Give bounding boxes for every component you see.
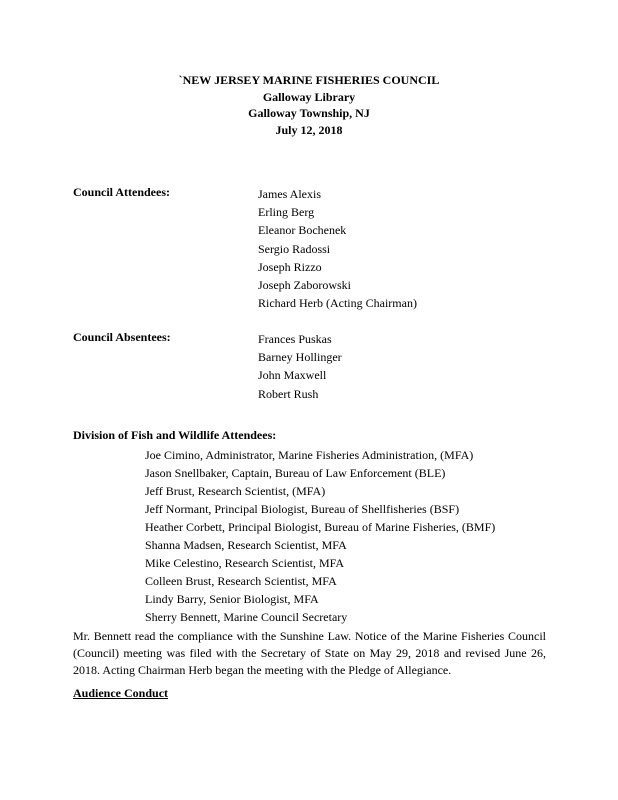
list-item: Barney Hollinger	[258, 350, 342, 365]
list-item: Jason Snellbaker, Captain, Bureau of Law Enforcement (BLE)	[145, 466, 446, 480]
list-item: Sergio Radossi	[258, 241, 331, 256]
list-item: Heather Corbett, Principal Biologist, Bureau of Marine Fisheries, (BMF)	[145, 520, 496, 534]
paragraph-line: 2018. Acting Chairman Herb began the meeting with the Pledge of Allegiance.	[73, 663, 452, 677]
list-item: Jeff Normant, Principal Biologist, Bureau of Shellfisheries (BSF)	[145, 502, 460, 516]
list-item: James Alexis	[258, 187, 321, 201]
division-attendees-list	[145, 446, 495, 626]
list-item: Frances Puskas	[258, 332, 332, 346]
list-item: Joseph Zaborowski	[258, 278, 351, 293]
header-title: `NEW JERSEY MARINE FISHERIES COUNCIL	[178, 73, 440, 87]
council-absentees-label: Council Absentees:	[73, 330, 171, 344]
list-item: Robert Rush	[258, 386, 319, 401]
council-absentees-list	[258, 330, 342, 403]
division-attendees-label: Division of Fish and Wildlife Attendees:	[73, 428, 277, 442]
audience-conduct-heading: Audience Conduct	[73, 686, 169, 700]
header-date: July 12, 2018	[275, 122, 343, 137]
list-item: Erling Berg	[258, 205, 315, 220]
header-location: Galloway Library	[262, 89, 356, 104]
sunshine-law-paragraph	[73, 628, 546, 679]
paragraph-line: Mr. Bennett read the compliance with the Sunshine Law. Notice of the Marine Fisheries Council	[73, 629, 546, 643]
list-item: Lindy Barry, Senior Biologist, MFA	[145, 592, 319, 606]
list-item: Richard Herb (Acting Chairman)	[258, 296, 417, 311]
list-item: Mike Celestino, Research Scientist, MFA	[145, 556, 345, 570]
list-item: Sherry Bennett, Marine Council Secretary	[145, 610, 348, 624]
list-item: Joe Cimino, Administrator, Marine Fisheries Administration, (MFA)	[145, 448, 474, 462]
list-item: Eleanor Bochenek	[258, 223, 347, 238]
list-item: Joseph Rizzo	[258, 259, 322, 274]
paragraph-line: (Council) meeting was filed with the Secretary of State on May 29, 2018 and revised June 26,	[73, 646, 546, 660]
list-item: Colleen Brust, Research Scientist, MFA	[145, 574, 337, 588]
document-header	[0, 72, 618, 138]
list-item: John Maxwell	[258, 368, 327, 383]
council-attendees-list	[258, 185, 417, 312]
list-item: Jeff Brust, Research Scientist, (MFA)	[145, 484, 326, 498]
council-attendees-label: Council Attendees:	[73, 185, 170, 199]
header-township: Galloway Township, NJ	[248, 106, 370, 120]
list-item: Shanna Madsen, Research Scientist, MFA	[145, 538, 347, 552]
